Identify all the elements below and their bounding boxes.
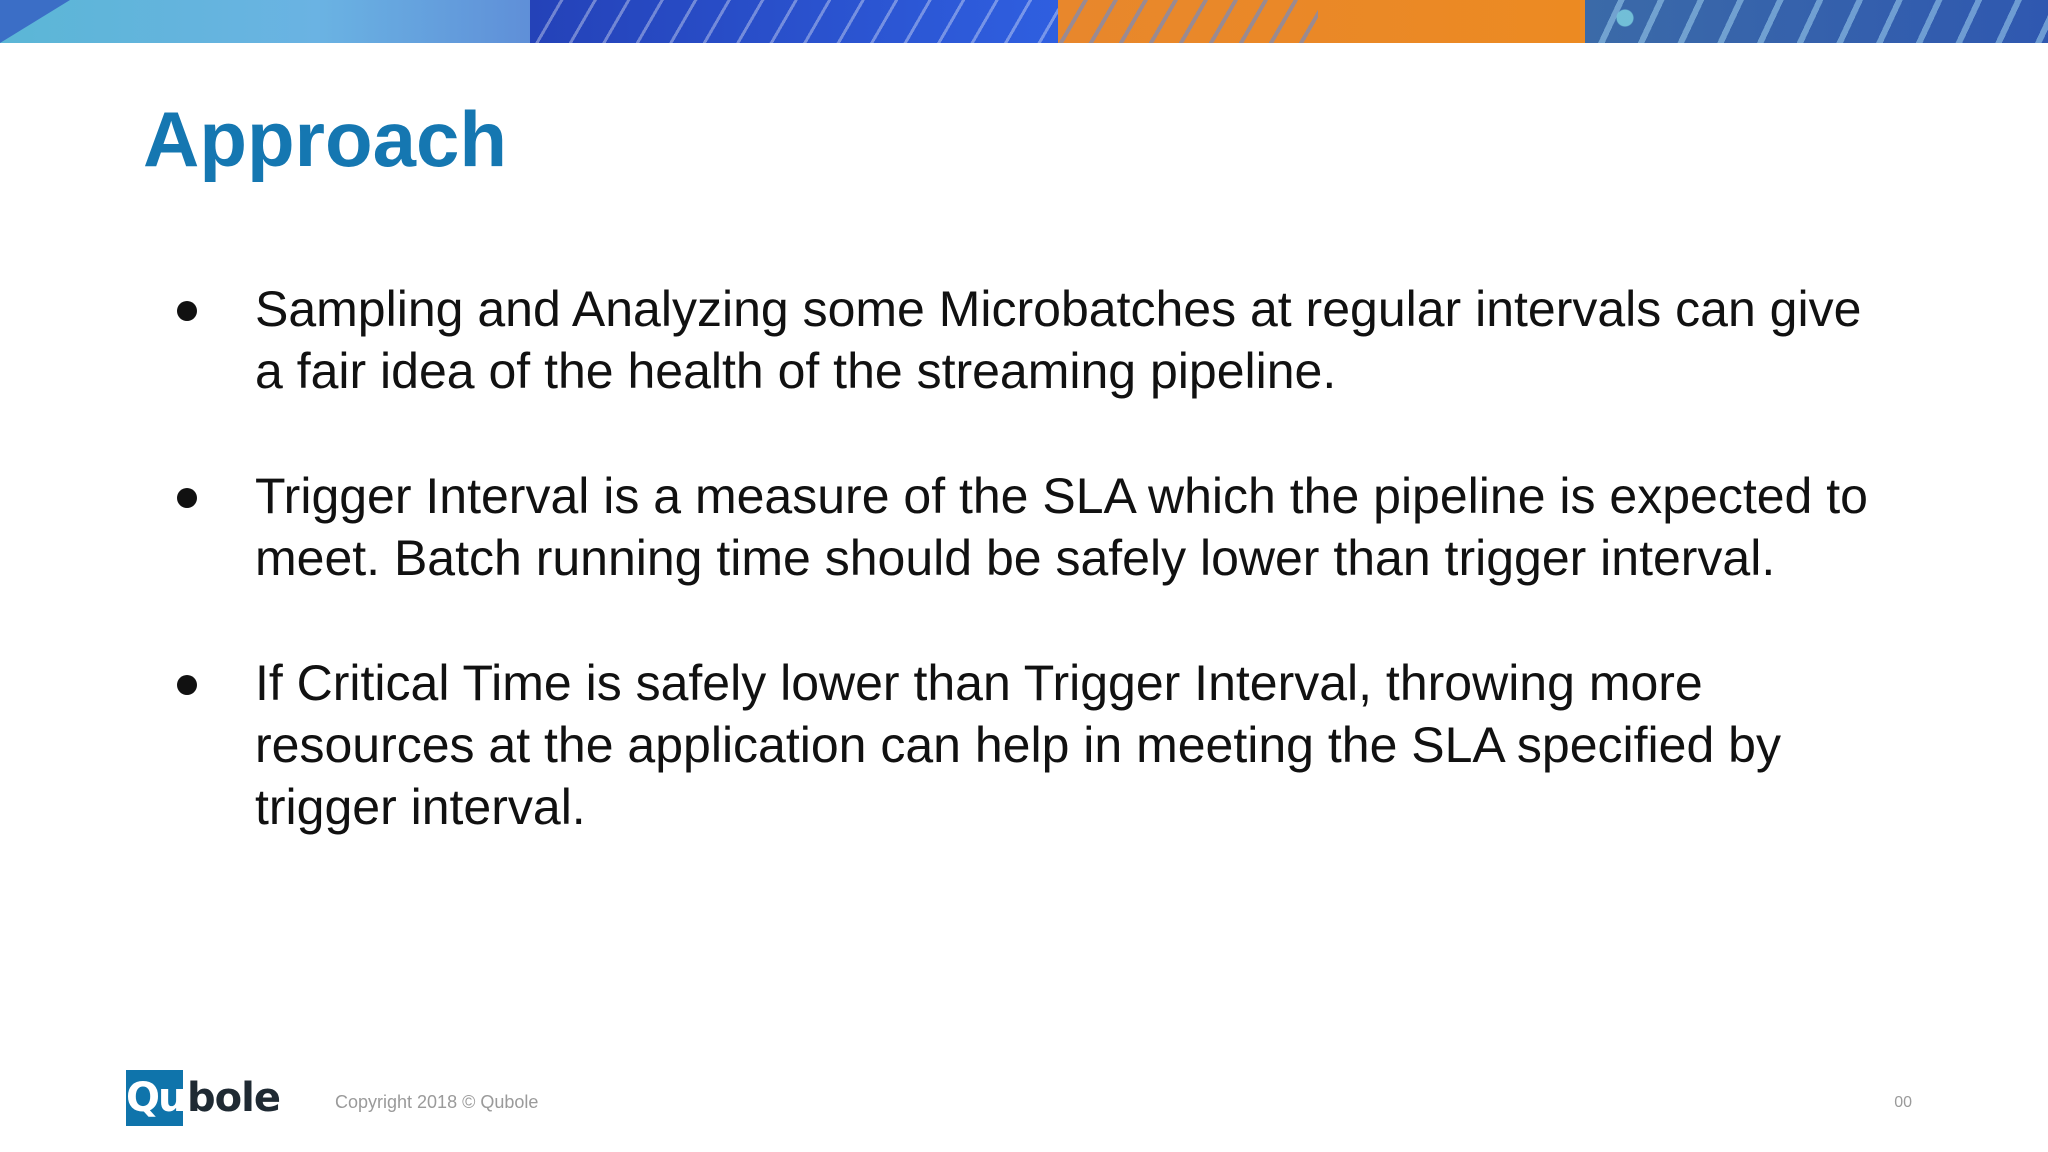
bullet-text: If Critical Time is safely lower than Trigger Interval, throwing more resources at the application can help in meeting the SLA specified by trigger interval. xyxy=(255,655,1781,835)
page-number: 00 xyxy=(1894,1094,1912,1111)
banner-band-teal xyxy=(0,0,530,43)
bullet-text: Sampling and Analyzing some Microbatches at regular intervals can give a fair idea of the health of the streaming pipeline. xyxy=(255,281,1862,399)
copyright-text: Copyright 2018 © Qubole xyxy=(335,1092,539,1112)
bullet-item xyxy=(170,465,1890,589)
banner-band-orange xyxy=(1058,0,1585,43)
logo-rest-text: bole xyxy=(187,1075,280,1121)
bullet-dot-icon xyxy=(177,488,197,508)
bullet-dot-icon xyxy=(177,675,197,695)
bullet-text: Trigger Interval is a measure of the SLA which the pipeline is expected to meet. Batch running time should be safely lower than trigger interval. xyxy=(255,468,1868,586)
logo-box-text: Qu xyxy=(126,1070,183,1126)
bullet-list xyxy=(170,278,1890,901)
bullet-item xyxy=(170,278,1890,402)
banner-corner-triangle xyxy=(0,0,70,43)
qubole-logo xyxy=(126,1070,280,1126)
bullet-dot-icon xyxy=(177,301,197,321)
decorative-header-banner xyxy=(0,0,2048,43)
bullet-item xyxy=(170,652,1890,838)
slide-title: Approach xyxy=(143,95,508,183)
banner-band-blue xyxy=(530,0,1058,43)
banner-band-ocean xyxy=(1585,0,2048,43)
